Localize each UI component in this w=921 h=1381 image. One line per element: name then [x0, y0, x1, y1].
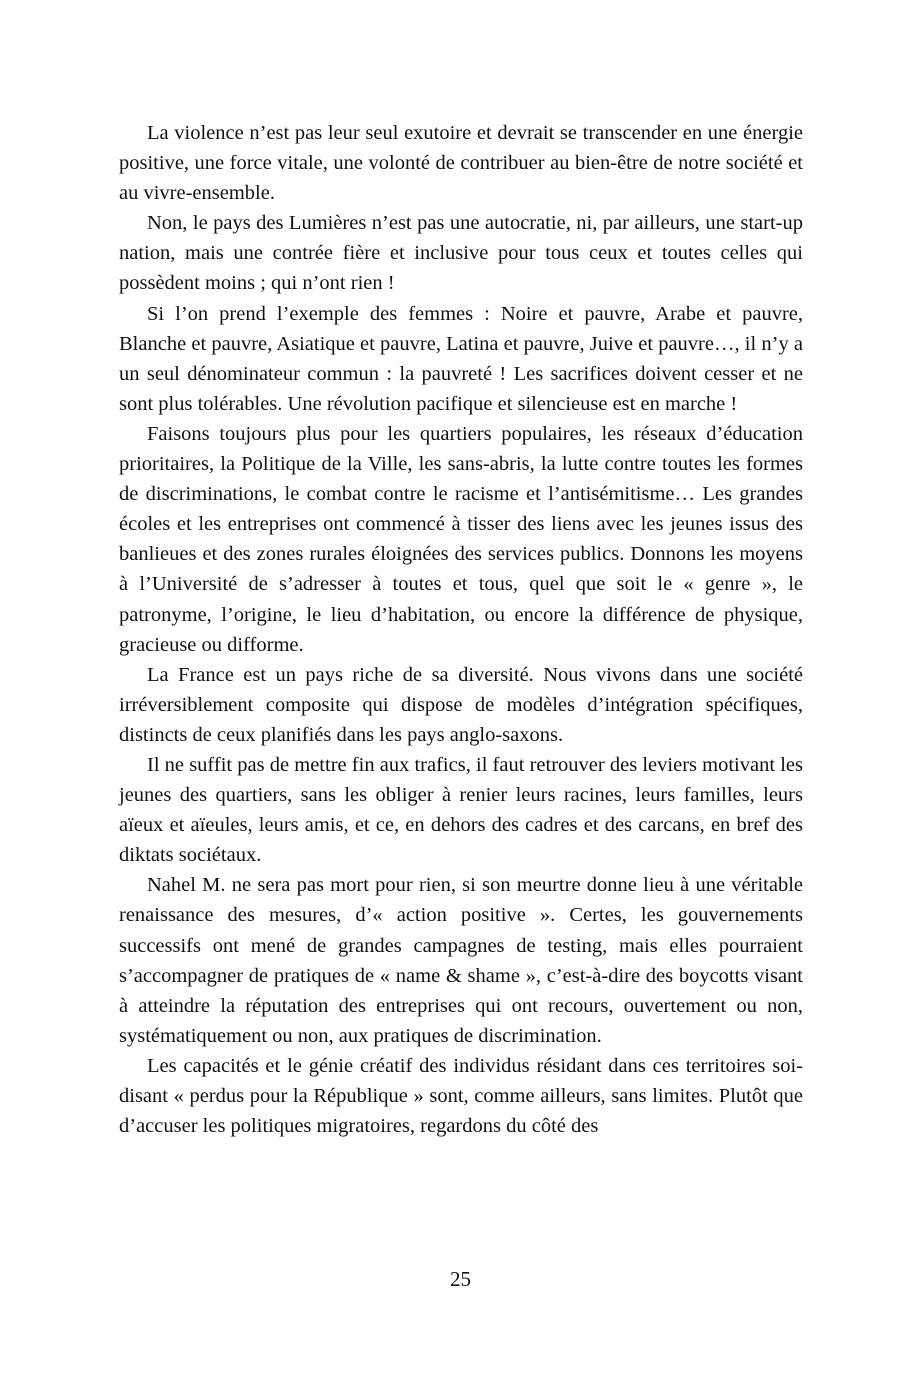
paragraph-6: Il ne suffit pas de mettre fin aux trafics, il faut retrouver des leviers motivant les jeunes des quartiers, sans les obliger à renier leurs racines, leurs familles, leurs aïeux et aïeules, leurs amis, et ce, en dehors des cadres et des carcans, en bref des diktats sociétaux. [119, 753, 803, 867]
paragraph-4: Faisons toujours plus pour les quartiers populaires, les réseaux d’éducation prioritaires, la Politique de la Ville, les sans-abris, la lutte contre toutes les formes de discriminations, le combat contre le racisme et l’antisémitisme… Les grandes écoles et les entreprises ont commencé à tisser des liens avec les jeunes issus des banlieues et des zones rurales éloignées des services publics. Donnons les moyens à l’Université de s’adresser à toutes et tous, quel que soit le « genre », le patronyme, l’origine, le lieu d’habitation, ou encore la différence de physique, gracieuse ou difforme. [119, 422, 803, 656]
page-number: 25 [450, 1267, 471, 1291]
paragraph-8: Les capacités et le génie créatif des individus résidant dans ces territoires soi-disant « perdus pour la République » sont, comme ailleurs, sans limites. Plutôt que d’accuser les politiques migratoires, regardons du côté des [119, 1054, 803, 1138]
body-text [119, 118, 803, 1141]
paragraph-7: Nahel M. ne sera pas mort pour rien, si son meurtre donne lieu à une véritable renaissance des mesures, d’« action positive ». Certes, les gouvernements successifs ont mené de grandes campagnes de testing, mais elles pourraient s’accompagner de pratiques de « name & shame », c’est-à-dire des boycotts visant à atteindre la réputation des entreprises qui ont recours, ouvertement ou non, systématiquement ou non, aux pratiques de discrimination. [119, 874, 803, 1047]
paragraph-3: Si l’on prend l’exemple des femmes : Noire et pauvre, Arabe et pauvre, Blanche et pauvre, Asiatique et pauvre, Latina et pauvre, Juive et pauvre…, il n’y a un seul dénominateur commun : la pauvreté ! Les sacrifices doivent cesser et ne sont plus tolérables. Une révolution pacifique et silencieuse est en marche ! [119, 302, 803, 415]
paragraph-5: La France est un pays riche de sa diversité. Nous vivons dans une société irréversiblement composite qui dispose de modèles d’intégration spécifiques, distincts de ceux planifiés dans les pays anglo-saxons. [119, 663, 803, 746]
paragraph-2: Non, le pays des Lumières n’est pas une autocratie, ni, par ailleurs, une start-up nation, mais une contrée fière et inclusive pour tous ceux et toutes celles qui possèdent moins ; qui n’ont rien ! [119, 212, 803, 295]
paragraph-1: La violence n’est pas leur seul exutoire et devrait se transcender en une énergie positive, une force vitale, une volonté de contribuer au bien-être de notre société et au vivre-ensemble. [119, 122, 803, 205]
